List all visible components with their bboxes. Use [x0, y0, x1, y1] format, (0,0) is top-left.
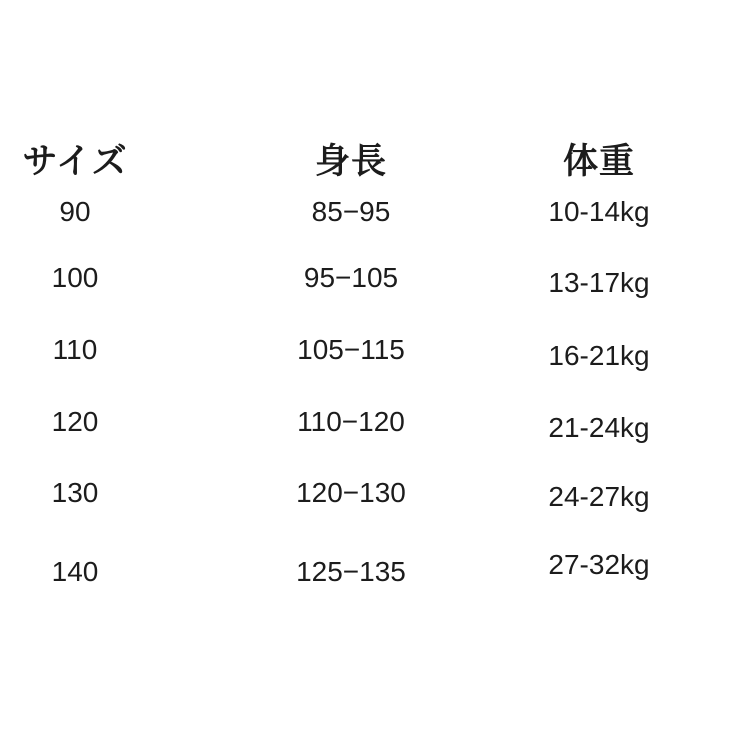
size-cell: 100 — [51, 262, 99, 293]
size-cell: 140 — [51, 556, 99, 587]
weight-cell: 24-27kg — [548, 481, 650, 512]
height-cell: 120−130 — [296, 477, 406, 508]
weight-cell: 27-32kg — [548, 549, 650, 580]
size-cell: 110 — [52, 334, 98, 365]
weight-cell: 10-14kg — [548, 196, 650, 227]
height-cell: 105−115 — [297, 334, 405, 365]
weight-cell: 16-21kg — [548, 340, 650, 371]
height-cell: 85−95 — [311, 196, 391, 227]
column-header-weight: 体重 — [562, 142, 635, 181]
weight-cell: 13-17kg — [548, 267, 650, 298]
size-cell: 90 — [59, 196, 91, 227]
height-cell: 95−105 — [303, 262, 399, 293]
height-cell: 125−135 — [296, 556, 406, 587]
size-cell: 120 — [51, 406, 99, 437]
column-header-size: サイズ — [22, 142, 128, 181]
column-header-height: 身長 — [314, 142, 387, 181]
height-cell: 110−120 — [297, 406, 405, 437]
size-cell: 130 — [51, 477, 99, 508]
weight-cell: 21-24kg — [548, 412, 650, 443]
